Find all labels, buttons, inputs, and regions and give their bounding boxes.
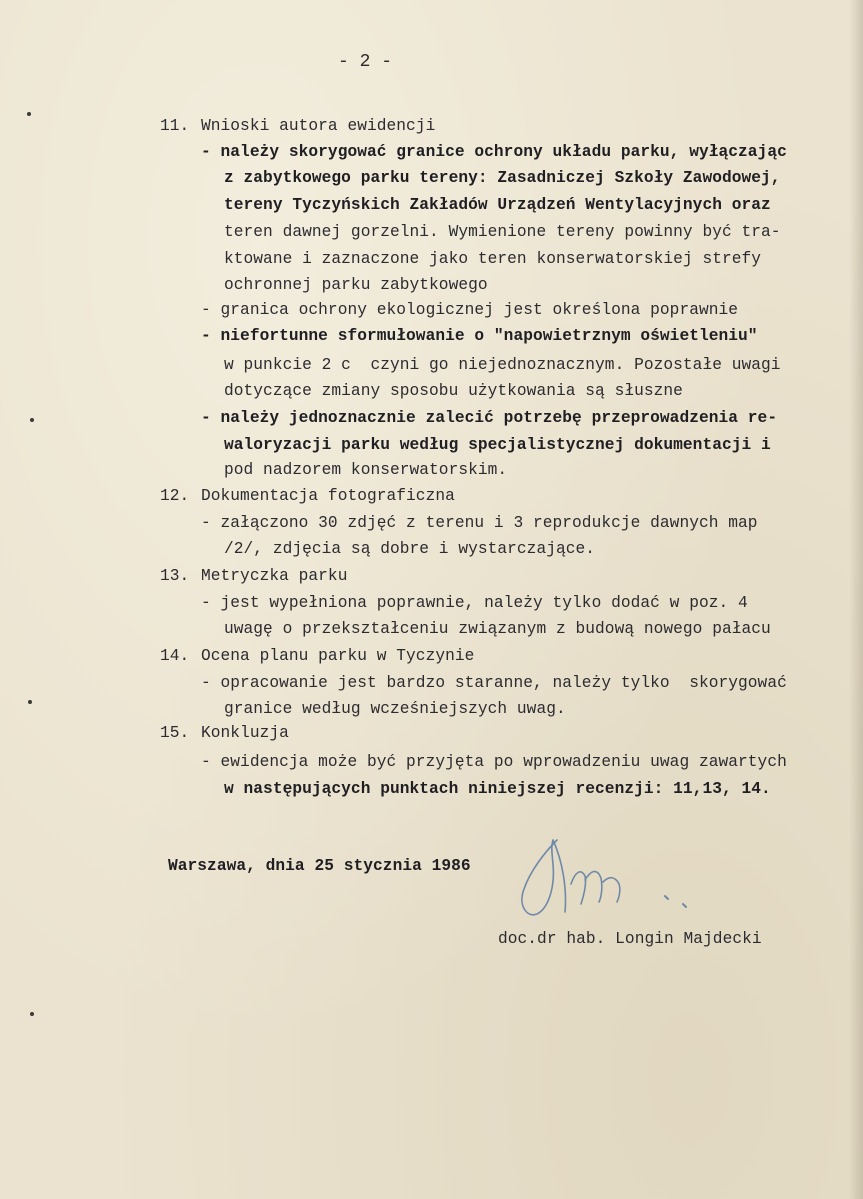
handwritten-signature xyxy=(515,832,705,932)
page-number: - 2 - xyxy=(338,52,393,72)
signatory-name: doc.dr hab. Longin Majdecki xyxy=(498,930,762,948)
section-line: tereny Tyczyńskich Zakładów Urządzeń Wentylacyjnych oraz xyxy=(224,196,771,214)
section-line: pod nadzorem konserwatorskim. xyxy=(224,461,508,479)
section-line: - należy skorygować granice ochrony układu parku, wyłączając xyxy=(201,143,787,161)
section-line: w następujących punktach niniejszej recenzji: 11,13, 14. xyxy=(224,780,771,798)
section-line: /2/, zdjęcia są dobre i wystarczające. xyxy=(224,540,596,558)
section-heading: Dokumentacja fotograficzna xyxy=(201,487,455,505)
section-line: - załączono 30 zdjęć z terenu i 3 reprodukcje dawnych map xyxy=(201,514,758,532)
section-line: z zabytkowego parku tereny: Zasadniczej Szkoły Zawodowej, xyxy=(224,169,781,187)
section-line: waloryzacji parku według specjalistycznej dokumentacji i xyxy=(224,436,771,454)
section-line: ktowane i zaznaczone jako teren konserwatorskiej strefy xyxy=(224,250,762,268)
punch-hole-mark xyxy=(30,1012,34,1016)
section-heading: Wnioski autora ewidencji xyxy=(201,117,436,135)
punch-hole-mark xyxy=(30,418,34,422)
section-number: 12. xyxy=(160,487,190,505)
section-line: teren dawnej gorzelni. Wymienione tereny powinny być tra- xyxy=(224,223,781,241)
section-line: - niefortunne sformułowanie o "napowietrznym oświetleniu" xyxy=(201,327,758,345)
section-heading: Konkluzja xyxy=(201,724,289,742)
punch-hole-mark xyxy=(28,700,32,704)
section-number: 11. xyxy=(160,117,190,135)
section-number: 15. xyxy=(160,724,190,742)
section-line: - jest wypełniona poprawnie, należy tylko dodać w poz. 4 xyxy=(201,594,748,612)
page-edge-shadow xyxy=(849,0,863,1199)
section-line: - należy jednoznacznie zalecić potrzebę przeprowadzenia re- xyxy=(201,409,778,427)
section-line: - ewidencja może być przyjęta po wprowadzeniu uwag zawartych xyxy=(201,753,787,771)
section-line: ochronnej parku zabytkowego xyxy=(224,276,488,294)
section-line: - opracowanie jest bardzo staranne, należy tylko skorygować xyxy=(201,674,787,692)
section-number: 13. xyxy=(160,567,190,585)
section-number: 14. xyxy=(160,647,190,665)
section-line: granice według wcześniejszych uwag. xyxy=(224,700,566,718)
section-line: - granica ochrony ekologicznej jest określona poprawnie xyxy=(201,301,739,319)
section-heading: Metryczka parku xyxy=(201,567,348,585)
section-line: uwagę o przekształceniu związanym z budową nowego pałacu xyxy=(224,620,771,638)
place-date: Warszawa, dnia 25 stycznia 1986 xyxy=(168,857,471,875)
section-line: dotyczące zmiany sposobu użytkowania są słuszne xyxy=(224,382,683,400)
section-heading: Ocena planu parku w Tyczynie xyxy=(201,647,475,665)
section-line: w punkcie 2 c czyni go niejednoznacznym. Pozostałe uwagi xyxy=(224,356,781,374)
punch-hole-mark xyxy=(27,112,31,116)
